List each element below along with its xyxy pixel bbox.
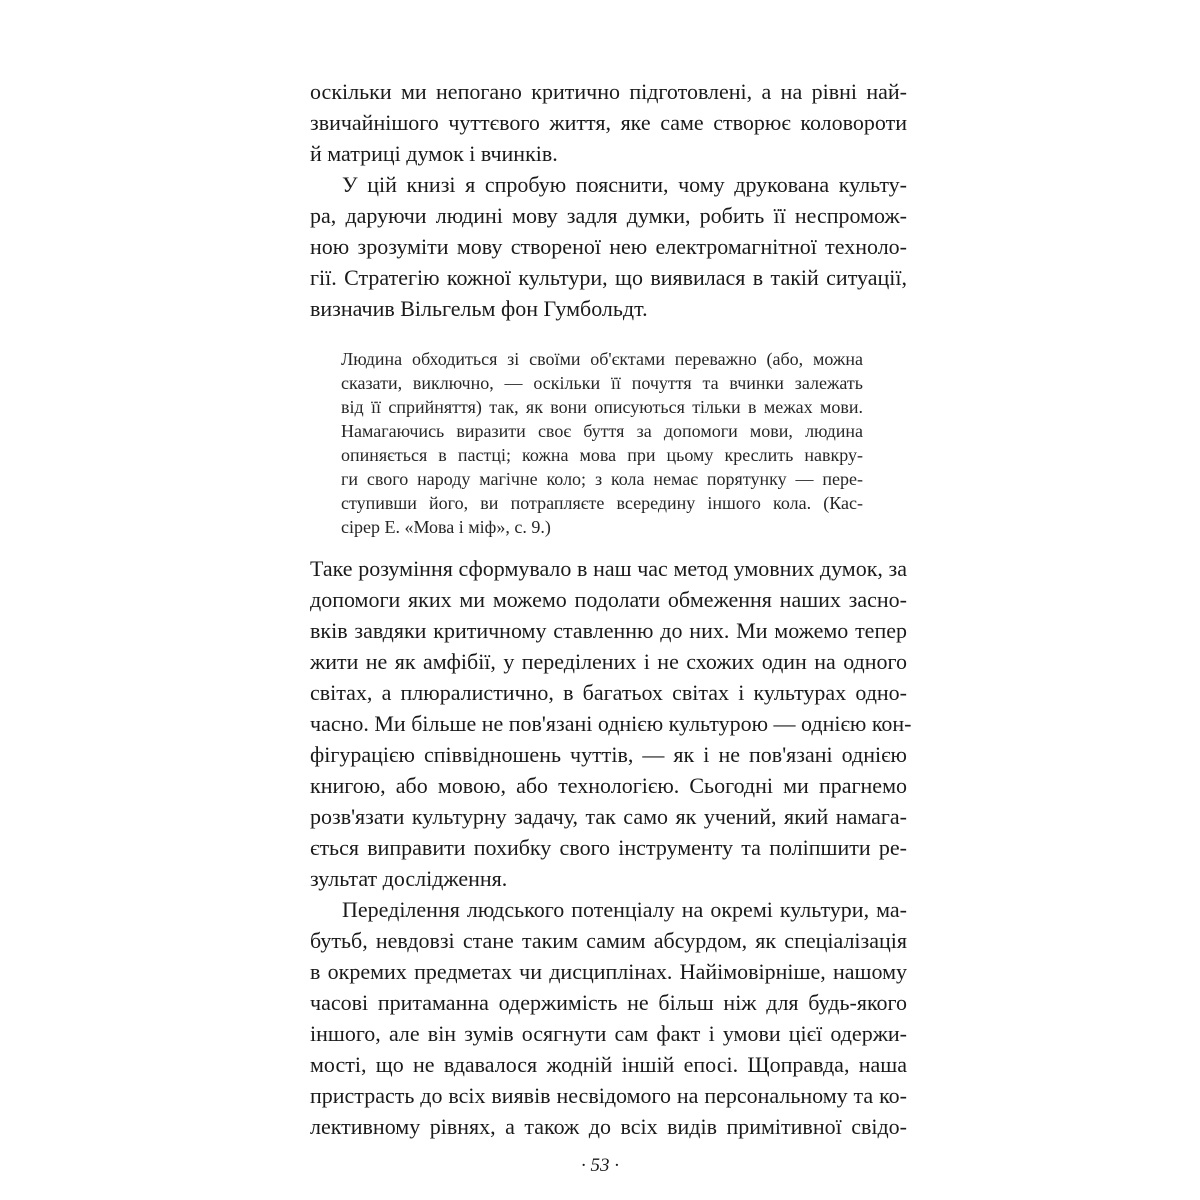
paragraph-line: й матриці думок і вчинків.: [310, 141, 558, 166]
quote-line: сірер Е. «Мова і міф», с. 9.): [341, 517, 551, 537]
paragraph-line: Таке розуміння сформувало в наш час метод умовних думок, за: [310, 556, 907, 581]
paragraph-line: фігурацією співвідношень чуттів, — як і не пов'язані однією: [310, 742, 907, 767]
paragraph-line: допомоги яких ми можемо подолати обмеження наших засно-: [310, 587, 907, 612]
paragraph-line: ється виправити похибку свого інструменту та поліпшити ре-: [310, 835, 907, 860]
paragraph-line: пристрасть до всіх виявів несвідомого на персональному та ко-: [310, 1083, 907, 1108]
quote-line: від її сприйняття) так, як вони описуються тільки в межах мови.: [341, 397, 863, 417]
paragraph-line: книгою, або мовою, або технологією. Сьогодні ми прагнемо: [310, 773, 907, 798]
paragraph-line: Переділення людського потенціалу на окремі культури, ма-: [342, 897, 907, 922]
quote-line: опиняється в пастці; кожна мова при цьому креслить навкру-: [341, 445, 863, 465]
paragraph-line: мості, що не вдавалося жодній іншій епосі. Щоправда, наша: [310, 1052, 907, 1077]
quote-line: ги свого народу магічне коло; з кола немає порятунку — пере-: [341, 469, 863, 489]
quote-line: ступивши його, ви потрапляєте всередину іншого кола. (Кас-: [341, 493, 863, 513]
paragraph-line: вків завдяки критичному ставленню до них. Ми можемо тепер: [310, 618, 907, 643]
paragraph-line: У цій книзі я спробую пояснити, чому друкована культу-: [342, 172, 907, 197]
quote-line: Людина обходиться зі своїми об'єктами переважно (або, можна: [341, 349, 863, 369]
paragraph-line: ра, даруючи людині мову задля думки, робить її неспромож-: [310, 203, 907, 228]
paragraph-line: звичайнішого чуттєвого життя, яке саме створює коловороти: [310, 110, 907, 135]
paragraph-line: світах, а плюралистично, в багатьох світах і культурах одно-: [310, 680, 907, 705]
paragraph-line: іншого, але він зумів осягнути сам факт і умови цієї одержи-: [310, 1021, 907, 1046]
paragraph-line: ною зрозуміти мову створеної нею електромагнітної техноло-: [310, 234, 907, 259]
quote-line: Намагаючись виразити своє буття за допомоги мови, людина: [341, 421, 863, 441]
paragraph-line: гії. Стратегію кожної культури, що виявилася в такій ситуації,: [310, 265, 907, 290]
paragraph-line: лективному рівнях, а також до всіх видів примітивної свідо-: [310, 1114, 907, 1139]
paragraph-line: в окремих предметах чи дисциплінах. Найімовірніше, нашому: [310, 959, 907, 984]
paragraph-line: розв'язати культурну задачу, так само як учений, який намага-: [310, 804, 907, 829]
paragraph-line: жити не як амфібії, у переділених і не схожих один на одного: [310, 649, 907, 674]
quote-line: сказати, виключно, — оскільки її почуття та вчинки залежать: [341, 373, 863, 393]
page-number: · 53 ·: [581, 1155, 619, 1176]
paragraph-line: часно. Ми більше не пов'язані однією культурою — однією кон-: [310, 711, 912, 736]
paragraph-line: часові притаманна одержимість не більш ніж для будь-якого: [310, 990, 907, 1015]
paragraph-line: бутьб, невдовзі стане таким самим абсурдом, як спеціалізація: [310, 928, 907, 953]
paragraph-line: оскільки ми непогано критично підготовлені, а на рівні най-: [310, 79, 907, 104]
paragraph-line: зультат дослідження.: [310, 866, 508, 891]
paragraph-line: визначив Вільгельм фон Гумбольдт.: [310, 296, 648, 321]
